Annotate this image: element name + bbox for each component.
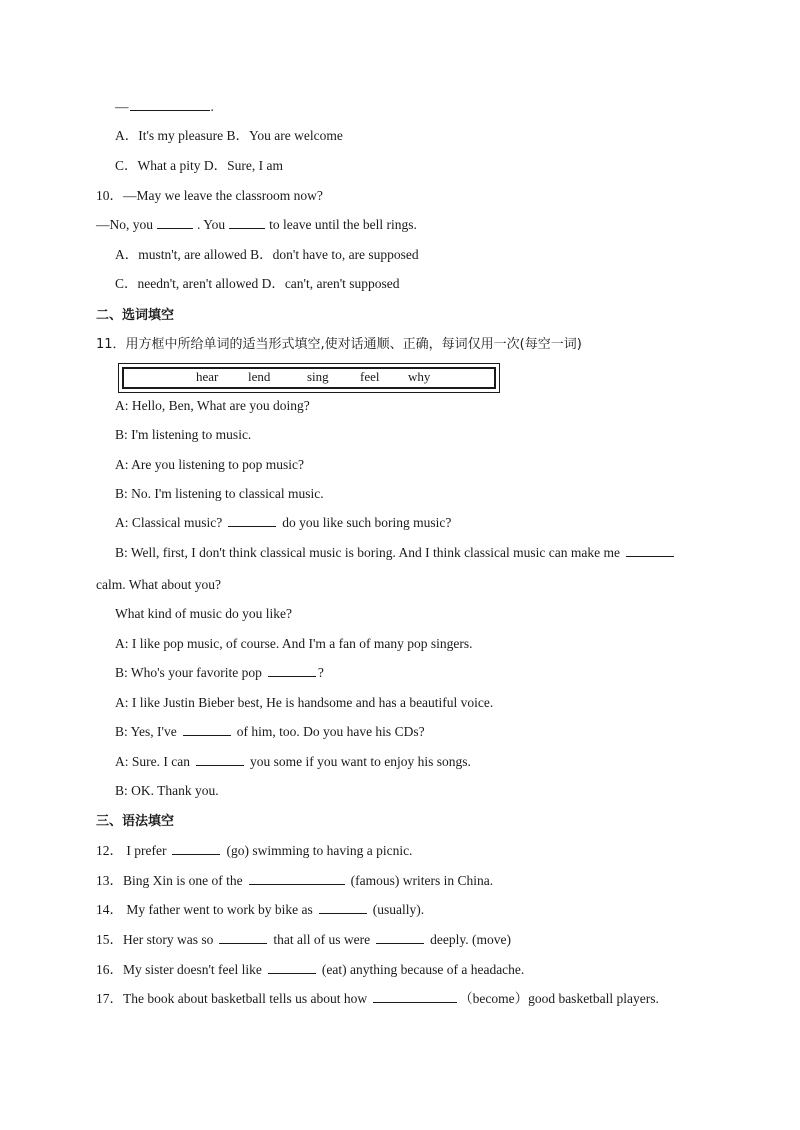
dialogue-line: B: Well, first, I don't think classical music is boring. And I think classical music can make me [115, 544, 680, 562]
q16: 16．My sister doesn't feel like (eat) anything because of a headache. [96, 962, 525, 977]
q11-stem: 11．用方框中所给单词的适当形式填空,使对话通顺、正确，每词仅用一次(每空一词) [96, 337, 582, 352]
q9-options-ab: A．It's my pleasure B．You are welcome [115, 128, 343, 143]
q16-blank[interactable] [268, 961, 316, 974]
dialogue-line: B: Who's your favorite pop ? [115, 665, 324, 680]
q10-options-cd: C．needn't, aren't allowed D．can't, aren't supposed [115, 276, 400, 291]
q17: 17．The book about basketball tells us about how （become）good basketball players. [96, 991, 659, 1006]
q15-blank-2[interactable] [376, 931, 424, 944]
q11-blank-3[interactable] [268, 664, 316, 677]
q9-options-cd: C．What a pity D．Sure, I am [115, 158, 283, 173]
q11-blank-2[interactable] [626, 544, 674, 557]
q9-blank[interactable] [130, 98, 210, 111]
section-title-grammar: 三、语法填空 [96, 814, 175, 829]
dialogue-line: B: OK. Thank you. [115, 783, 219, 798]
dialogue-line: What kind of music do you like? [115, 606, 292, 621]
q15: 15．Her story was so that all of us were deeply. (move) [96, 932, 511, 947]
q12-blank[interactable] [172, 842, 220, 855]
q13: 13．Bing Xin is one of the (famous) writers in China. [96, 873, 494, 888]
q9-dash: — [115, 99, 129, 114]
q10-options-ab: A．mustn't, are allowed B．don't have to, are supposed [115, 247, 419, 262]
q15-blank-1[interactable] [219, 931, 267, 944]
dialogue-line: A: I like Justin Bieber best, He is handsome and has a beautiful voice. [115, 695, 494, 710]
dialogue-line: calm. What about you? [96, 577, 221, 592]
q10-blank-2[interactable] [229, 216, 265, 229]
dialogue-line: A: Hello, Ben, What are you doing? [115, 398, 310, 413]
section-title-vocab: 二、选词填空 [96, 308, 175, 323]
q17-blank[interactable] [373, 990, 457, 1003]
q12: 12． I prefer (go) swimming to having a picnic. [96, 843, 413, 858]
q10-blank-1[interactable] [157, 216, 193, 229]
q10-stem: 10．—May we leave the classroom now? [96, 188, 323, 203]
dialogue-line: B: Yes, I've of him, too. Do you have his CDs? [115, 724, 425, 739]
q14: 14． My father went to work by bike as (usually). [96, 902, 425, 917]
word-box-item: hear [196, 369, 219, 384]
dialogue-line: A: Are you listening to pop music? [115, 457, 304, 472]
q9-answer-line: — . [115, 99, 214, 114]
q11-blank-5[interactable] [196, 753, 244, 766]
word-box-item: sing [307, 369, 329, 384]
dialogue-line: A: I like pop music, of course. And I'm a fan of many pop singers. [115, 636, 473, 651]
dialogue-line: B: I'm listening to music. [115, 427, 252, 442]
word-box-item: feel [360, 369, 380, 384]
q14-blank[interactable] [319, 901, 367, 914]
word-box-item: why [408, 369, 431, 384]
word-box-item: lend [248, 369, 271, 384]
q11-blank-4[interactable] [183, 723, 231, 736]
q11-blank-1[interactable] [228, 514, 276, 527]
q10-reply: —No, you . You to leave until the bell rings. [96, 217, 417, 232]
q13-blank[interactable] [249, 872, 345, 885]
dialogue-line: A: Sure. I can you some if you want to enjoy his songs. [115, 754, 471, 769]
dialogue-line: B: No. I'm listening to classical music. [115, 486, 324, 501]
dialogue-line: A: Classical music? do you like such boring music? [115, 515, 452, 530]
